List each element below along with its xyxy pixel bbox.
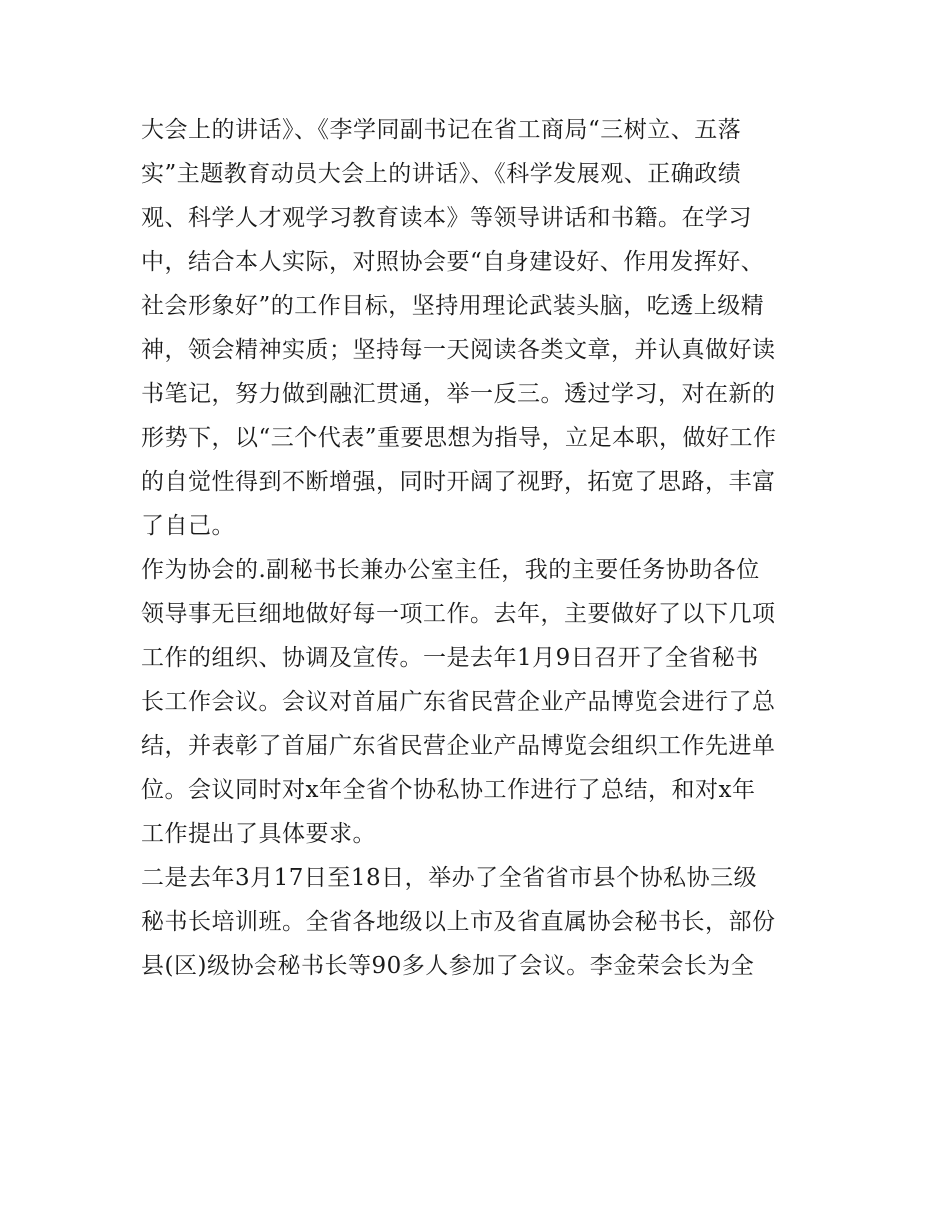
text-line: 神，领会精神实质；坚持每一天阅读各类文章，并认真做好读 [141, 337, 776, 363]
text-line: 秘书长培训班。全省各地级以上市及省直属协会秘书长，部份 [141, 909, 776, 935]
text-line: 作为协会的.副秘书长兼办公室主任，我的主要任务协助各位 [141, 557, 760, 583]
text-line: 工作的组织、协调及宣传。一是去年1月9日召开了全省秘书 [141, 645, 759, 671]
text-line: 大会上的讲话》、《李学同副书记在省工商局“三树立、五落 [141, 117, 742, 143]
text-line: 位。会议同时对x年全省个协私协工作进行了总结，和对x年 [141, 777, 756, 803]
text-line: 实”主题教育动员大会上的讲话》、《科学发展观、正确政绩 [141, 161, 742, 187]
text-line: 县(区)级协会秘书长等90多人参加了会议。李金荣会长为全 [141, 953, 755, 979]
text-line: 形势下，以“三个代表”重要思想为指导，立足本职，做好工作 [141, 425, 777, 451]
body-text [141, 108, 821, 988]
text-line: 长工作会议。会议对首届广东省民营企业产品博览会进行了总 [141, 689, 776, 715]
text-line: 社会形象好”的工作目标，坚持用理论武装头脑，吃透上级精 [141, 293, 765, 319]
text-line: 了自己。 [141, 513, 235, 539]
text-line: 观、科学人才观学习教育读本》等领导讲话和书籍。在学习 [141, 205, 752, 231]
text-line: 结，并表彰了首届广东省民营企业产品博览会组织工作先进单 [141, 733, 776, 759]
text-line: 的自觉性得到不断增强，同时开阔了视野，拓宽了思路，丰富 [141, 469, 776, 495]
text-line: 工作提出了具体要求。 [141, 821, 376, 847]
text-line: 中，结合本人实际，对照协会要“自身建设好、作用发挥好、 [141, 249, 765, 275]
text-line: 书笔记，努力做到融汇贯通，举一反三。透过学习，对在新的 [141, 381, 776, 407]
text-line: 领导事无巨细地做好每一项工作。去年，主要做好了以下几项 [141, 601, 776, 627]
text-line: 二是去年3月17日至18日，举办了全省省市县个协私协三级 [141, 865, 758, 891]
